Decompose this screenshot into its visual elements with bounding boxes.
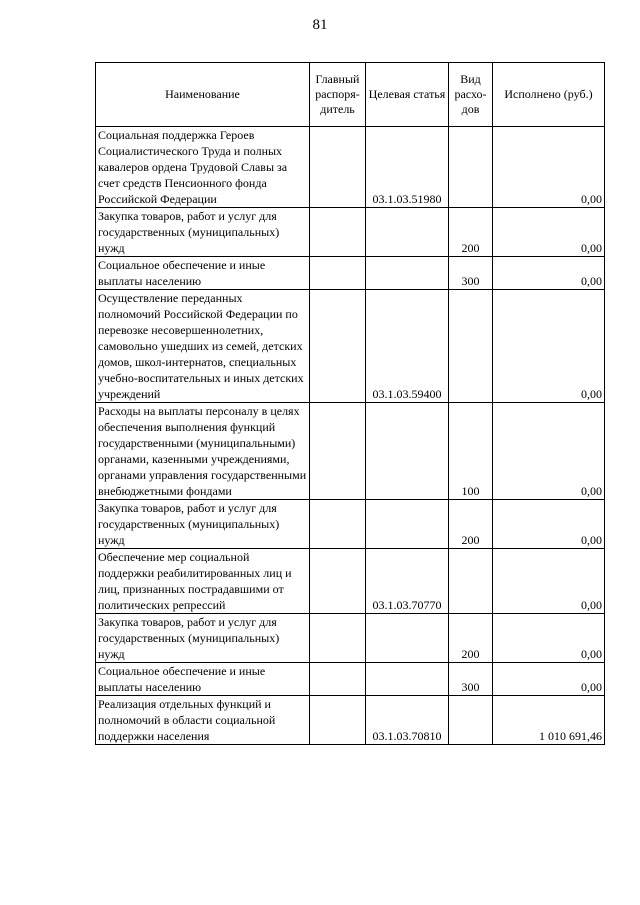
row-executed: 0,00 bbox=[493, 549, 605, 614]
row-executed: 1 010 691,46 bbox=[493, 696, 605, 745]
row-main-manager bbox=[310, 549, 366, 614]
row-executed: 0,00 bbox=[493, 290, 605, 403]
row-target-article bbox=[366, 500, 449, 549]
row-main-manager bbox=[310, 696, 366, 745]
row-target-article bbox=[366, 257, 449, 290]
table-header-row bbox=[96, 63, 605, 127]
row-name: Осуществление переданных полномочий Российской Федерации по перевозке несовершеннолетних, самовольно ушедших из семей, детских домов, школ-интернатов, специальных учебно-воспитательных и иных детских учреждений bbox=[96, 290, 310, 403]
row-name: Закупка товаров, работ и услуг для государственных (муниципальных) нужд bbox=[96, 208, 310, 257]
row-executed: 0,00 bbox=[493, 614, 605, 663]
row-name: Реализация отдельных функций и полномочий в области социальной поддержки населения bbox=[96, 696, 310, 745]
table-row bbox=[96, 127, 605, 208]
row-main-manager bbox=[310, 127, 366, 208]
budget-execution-table bbox=[95, 62, 605, 745]
row-executed: 0,00 bbox=[493, 208, 605, 257]
row-expense-type bbox=[449, 696, 493, 745]
row-expense-type: 300 bbox=[449, 663, 493, 696]
row-target-article bbox=[366, 614, 449, 663]
row-main-manager bbox=[310, 500, 366, 549]
row-target-article: 03.1.03.59400 bbox=[366, 290, 449, 403]
table-row bbox=[96, 614, 605, 663]
table-row bbox=[96, 549, 605, 614]
row-main-manager bbox=[310, 403, 366, 500]
header-executed: Исполнено (руб.) bbox=[493, 63, 605, 127]
row-target-article bbox=[366, 403, 449, 500]
row-target-article: 03.1.03.70770 bbox=[366, 549, 449, 614]
row-target-article: 03.1.03.70810 bbox=[366, 696, 449, 745]
header-name: Наименование bbox=[96, 63, 310, 127]
header-expense-type: Вид расхо-дов bbox=[449, 63, 493, 127]
row-main-manager bbox=[310, 614, 366, 663]
row-name: Закупка товаров, работ и услуг для государственных (муниципальных) нужд bbox=[96, 614, 310, 663]
row-target-article: 03.1.03.51980 bbox=[366, 127, 449, 208]
row-name: Закупка товаров, работ и услуг для государственных (муниципальных) нужд bbox=[96, 500, 310, 549]
row-main-manager bbox=[310, 257, 366, 290]
row-executed: 0,00 bbox=[493, 663, 605, 696]
row-expense-type: 200 bbox=[449, 500, 493, 549]
row-main-manager bbox=[310, 290, 366, 403]
table-row bbox=[96, 257, 605, 290]
row-expense-type: 200 bbox=[449, 614, 493, 663]
row-target-article bbox=[366, 208, 449, 257]
row-executed: 0,00 bbox=[493, 403, 605, 500]
row-executed: 0,00 bbox=[493, 500, 605, 549]
header-target-article: Целевая статья bbox=[366, 63, 449, 127]
table-row bbox=[96, 208, 605, 257]
row-main-manager bbox=[310, 663, 366, 696]
row-name: Социальное обеспечение и иные выплаты населению bbox=[96, 257, 310, 290]
row-expense-type: 200 bbox=[449, 208, 493, 257]
row-main-manager bbox=[310, 208, 366, 257]
table-row bbox=[96, 500, 605, 549]
row-target-article bbox=[366, 663, 449, 696]
row-executed: 0,00 bbox=[493, 127, 605, 208]
row-expense-type bbox=[449, 549, 493, 614]
table-row bbox=[96, 403, 605, 500]
table-row bbox=[96, 290, 605, 403]
row-executed: 0,00 bbox=[493, 257, 605, 290]
row-expense-type bbox=[449, 127, 493, 208]
table-row bbox=[96, 696, 605, 745]
row-expense-type: 100 bbox=[449, 403, 493, 500]
row-name: Социальная поддержка Героев Социалистического Труда и полных кавалеров ордена Трудовой Славы за счет средств Пенсионного фонда Российской Федерации bbox=[96, 127, 310, 208]
table-row bbox=[96, 663, 605, 696]
row-expense-type bbox=[449, 290, 493, 403]
row-name: Расходы на выплаты персоналу в целях обеспечения выполнения функций государственными (муниципальными) органами, казенными учреждениями, органами управления государственными внебюджетными фондами bbox=[96, 403, 310, 500]
page-number: 81 bbox=[312, 17, 328, 33]
row-name: Обеспечение мер социальной поддержки реабилитированных лиц и лиц, признанных пострадавшими от политических репрессий bbox=[96, 549, 310, 614]
header-main-manager: Главный распоря-дитель bbox=[310, 63, 366, 127]
row-expense-type: 300 bbox=[449, 257, 493, 290]
row-name: Социальное обеспечение и иные выплаты населению bbox=[96, 663, 310, 696]
